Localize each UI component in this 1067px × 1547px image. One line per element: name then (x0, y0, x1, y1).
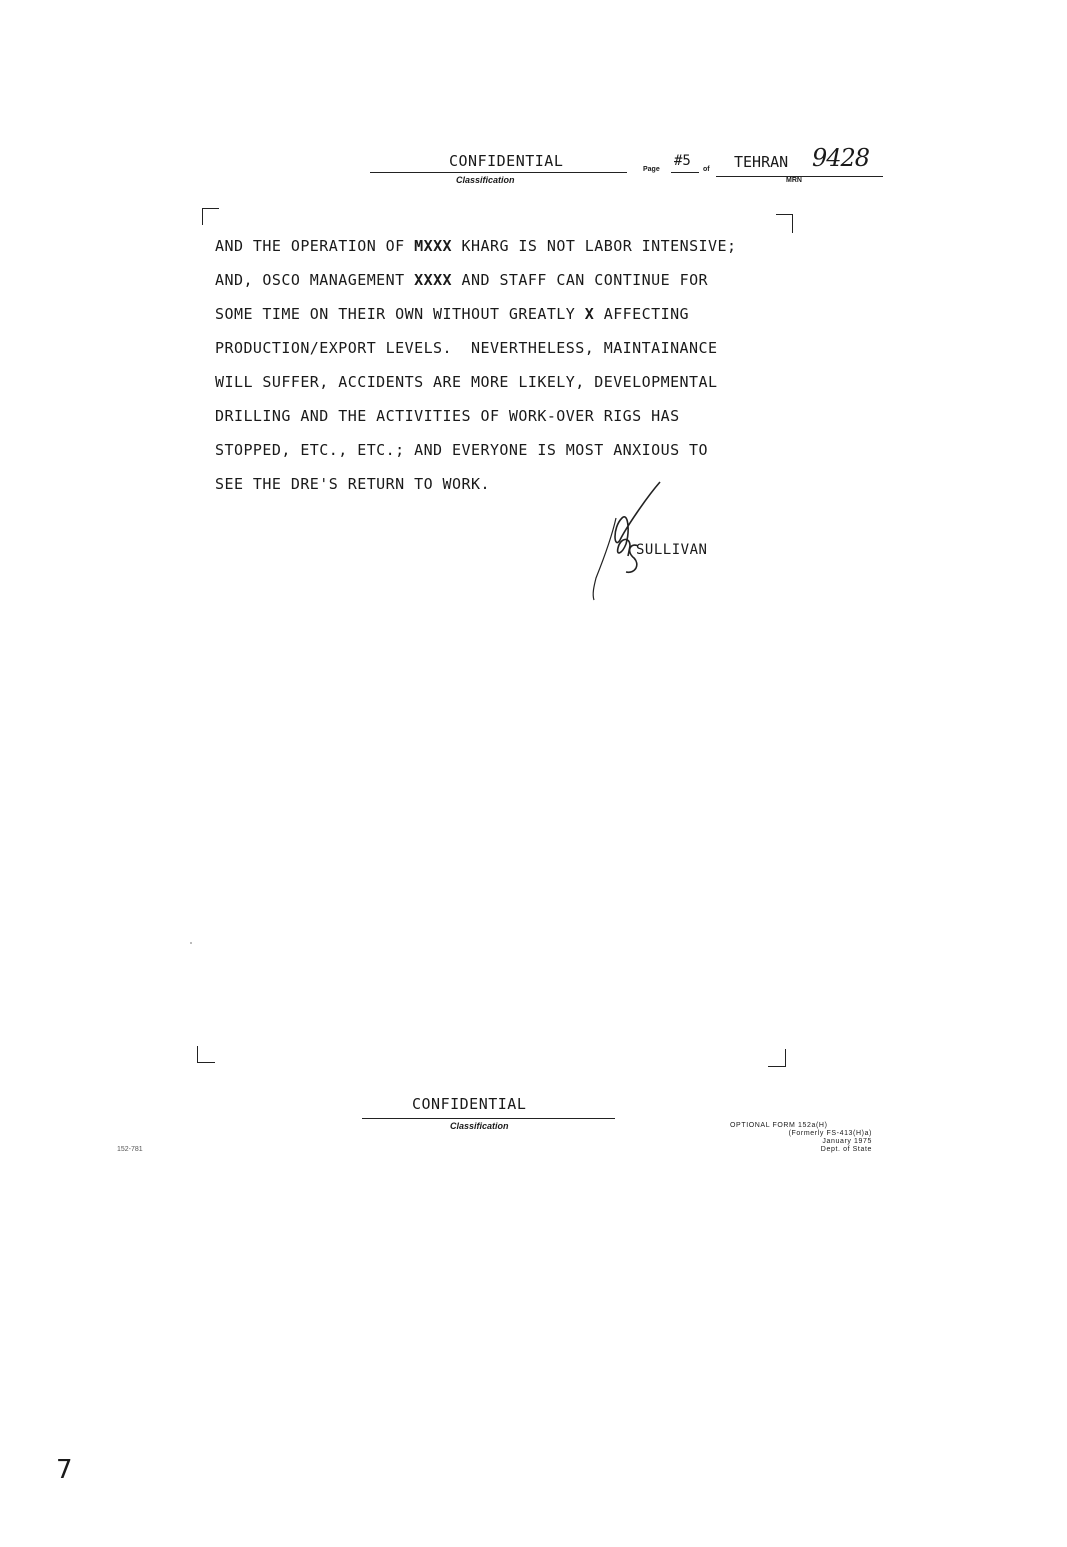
footer-classification-caption: Classification (450, 1121, 509, 1131)
of-label: of (703, 166, 710, 173)
body-line: STOPPED, ETC., ETC.; AND EVERYONE IS MOST ANXIOUS TO (215, 441, 708, 459)
mrn-caption: MRN (786, 177, 802, 184)
corner-mark-top-left (202, 208, 219, 225)
corner-mark-top-right (776, 214, 793, 233)
header-classification: CONFIDENTIAL (449, 152, 564, 170)
form-stock-code: 152-781 (117, 1146, 143, 1153)
corner-mark-bottom-left (197, 1046, 215, 1063)
footer-classification-rule (362, 1118, 615, 1119)
page-number: 7 (56, 1455, 73, 1485)
classification-caption: Classification (456, 175, 515, 185)
body-line: DRILLING AND THE ACTIVITIES OF WORK-OVER RIGS HAS (215, 407, 680, 425)
strikeout-text: X (584, 305, 595, 323)
body-line: AND, OSCO MANAGEMENT XXXX AND STAFF CAN CONTINUE FOR (215, 271, 709, 289)
strikeout-text: MXXX (414, 237, 453, 255)
corner-mark-bottom-right (768, 1049, 786, 1067)
post-name: TEHRAN (734, 153, 789, 171)
message-body (215, 236, 736, 508)
body-line: AND THE OPERATION OF MXXX KHARG IS NOT LABOR INTENSIVE; (215, 237, 737, 255)
strikeout-text: XXXX (414, 271, 453, 289)
classification-rule (370, 172, 627, 173)
message-number-handwritten: 9428 (812, 144, 870, 172)
body-line: SOME TIME ON THEIR OWN WITHOUT GREATLY X AFFECTING (215, 305, 690, 323)
body-line: WILL SUFFER, ACCIDENTS ARE MORE LIKELY, DEVELOPMENTAL (215, 373, 718, 391)
scan-speck (190, 942, 192, 944)
footer-classification: CONFIDENTIAL (412, 1095, 527, 1113)
body-line: SEE THE DRE'S RETURN TO WORK. (215, 475, 490, 493)
form-designation: OPTIONAL FORM 152a(H) (Formerly FS-413(H)a) January 1975 Dept. of State (730, 1122, 872, 1153)
page-rule (671, 172, 699, 173)
handwritten-signature (586, 478, 676, 603)
page-number-field: #5 (674, 153, 691, 169)
signature-name: SULLIVAN (636, 542, 708, 558)
page-label: Page (643, 166, 660, 173)
body-line: PRODUCTION/EXPORT LEVELS. NEVERTHELESS, MAINTAINANCE (215, 339, 718, 357)
